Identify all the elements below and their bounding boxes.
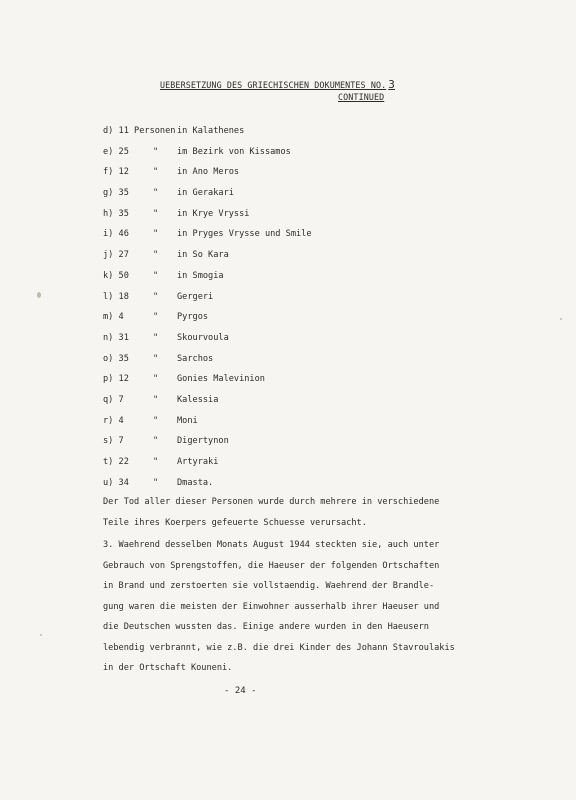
item-label: l) 18	[103, 291, 129, 302]
ditto-mark: "	[153, 457, 159, 467]
item-place: in So Kara	[177, 250, 229, 261]
item-label: f) 12	[103, 167, 129, 178]
item-place: in Kalathenes	[177, 126, 245, 136]
paragraph-line: gung waren die meisten der Einwohner ausserhalb ihrer Haeuser und	[103, 601, 440, 612]
header-title-line	[160, 78, 400, 91]
item-label: q) 7	[103, 394, 124, 405]
paragraph-line: lebendig verbrannt, wie z.B. die drei Kinder des Johann Stavroulakis	[103, 642, 455, 653]
ditto-mark: "	[153, 188, 159, 199]
ditto-mark: "	[153, 374, 159, 385]
page-number: - 24 -	[224, 686, 257, 696]
item-label: s) 7	[103, 436, 124, 447]
item-place: in Pryges Vrysse und Smile	[177, 229, 312, 240]
item-label: n) 31	[103, 332, 129, 343]
item-label: t) 22	[103, 457, 129, 467]
item-place: Kalessia	[177, 394, 219, 405]
ditto-mark: "	[153, 394, 159, 405]
item-place: in Krye Vryssi	[177, 208, 250, 219]
item-place: Moni	[177, 415, 198, 426]
paragraph-line: in Brand und zerstoerten sie vollstaendig. Waehrend der Brandle-	[103, 581, 435, 591]
item-place: in Smogia	[177, 270, 224, 281]
item-label: p) 12	[103, 374, 129, 385]
item-label: g) 35	[103, 188, 129, 199]
item-place: in Ano Meros	[177, 167, 240, 178]
ditto-mark: "	[153, 208, 159, 219]
header-title: UEBERSETZUNG DES GRIECHISCHEN DOKUMENTES NO.	[160, 80, 387, 90]
item-place: Gonies Malevinion	[177, 374, 265, 385]
ditto-mark: "	[153, 477, 159, 488]
item-place: im Bezirk von Kissamos	[177, 146, 291, 157]
ditto-mark: "	[153, 167, 159, 178]
item-label: j) 27	[103, 250, 129, 261]
item-place: Skourvoula	[177, 332, 229, 343]
item-place: in Gerakari	[177, 188, 234, 199]
item-place: Sarchos	[177, 353, 214, 364]
paragraph-line: 3. Waehrend desselben Monats August 1944 steckten sie, auch unter	[103, 540, 440, 550]
paragraph-burning	[103, 535, 523, 679]
paper-speck	[40, 634, 42, 636]
item-label: u) 34	[103, 477, 129, 488]
item-place: Gergeri	[177, 291, 214, 302]
item-place: Dmasta.	[177, 477, 214, 488]
item-place: Digertynon	[177, 436, 229, 447]
paragraph-cause-of-death	[103, 492, 523, 533]
item-label: d) 11 Personen	[103, 126, 176, 136]
paragraph-line: Teile ihres Koerpers gefeuerte Schuesse verursacht.	[103, 517, 367, 528]
item-label: e) 25	[103, 146, 129, 157]
ditto-mark: "	[153, 250, 159, 261]
paper-speck	[37, 292, 41, 298]
paragraph-line: Der Tod aller dieser Personen wurde durch mehrere in verschiedene	[103, 497, 440, 507]
ditto-mark: "	[153, 353, 159, 364]
ditto-mark: "	[153, 146, 159, 157]
ditto-mark: "	[153, 270, 159, 281]
paragraph-line: die Deutschen wussten das. Einige andere wurden in den Haeusern	[103, 622, 429, 632]
item-label: i) 46	[103, 229, 129, 240]
ditto-mark: "	[153, 332, 159, 343]
document-number: 3	[388, 78, 395, 91]
item-label: k) 50	[103, 270, 129, 281]
item-label: h) 35	[103, 208, 129, 219]
item-label: o) 35	[103, 353, 129, 364]
ditto-mark: "	[153, 291, 159, 302]
header-continued: CONTINUED	[338, 92, 385, 102]
ditto-mark: "	[153, 415, 159, 426]
item-place: Artyraki	[177, 457, 219, 467]
ditto-mark: "	[153, 436, 159, 447]
paragraph-line: Gebrauch von Sprengstoffen, die Haeuser der folgenden Ortschaften	[103, 560, 440, 571]
ditto-mark: "	[153, 229, 159, 240]
paper-speck	[560, 318, 562, 320]
ditto-mark: "	[153, 312, 159, 323]
paragraph-line: in der Ortschaft Kouneni.	[103, 663, 233, 673]
item-label: m) 4	[103, 312, 124, 323]
item-label: r) 4	[103, 415, 124, 426]
document-header	[160, 78, 400, 102]
item-place: Pyrgos	[177, 312, 209, 323]
